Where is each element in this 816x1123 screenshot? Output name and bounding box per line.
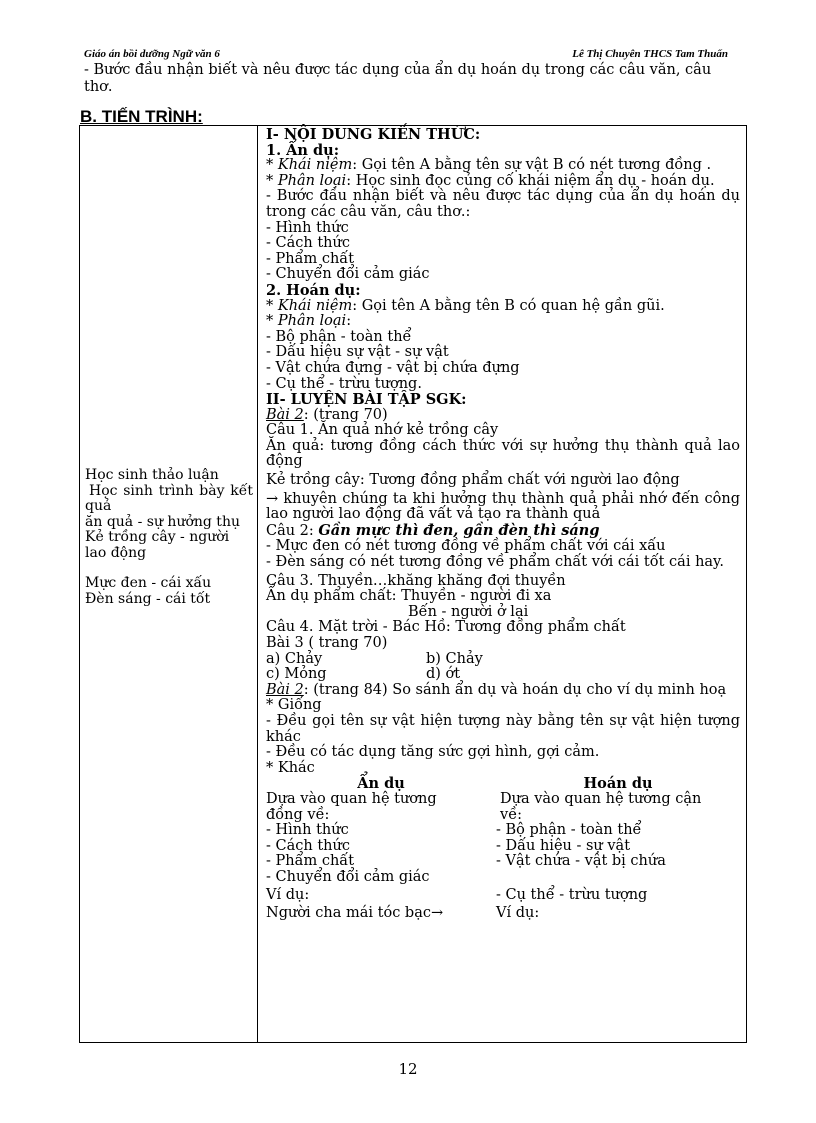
cau-4: Câu 4. Mặt trời - Bác Hồ: Tương đồng phẩm chất [266, 619, 626, 636]
hoan-du-type: - Dấu hiệu sự vật - sự vật [266, 344, 449, 361]
cau-1-c: → khuyên chúng ta khi hưởng thụ thành quả phải nhớ đến công lao người lao động đã vất vả tạo ra thành quả [266, 490, 740, 523]
cau-2 [266, 523, 740, 540]
cell: Dựa vào quan hệ tương đồng về: [266, 790, 437, 823]
bai-2 [266, 408, 740, 424]
answer: b) Chảy [426, 650, 483, 667]
label: * Khái niệm [266, 297, 353, 314]
an-du-khai-niem [266, 158, 740, 174]
cell: - Cụ thể - trừu tượng [496, 886, 648, 903]
compare-row [266, 870, 740, 886]
an-du-type: - Phẩm chất [266, 250, 355, 267]
cau-2-b: - Đèn sáng có nét tương đồng về phẩm chất với cái tốt cái hay. [266, 554, 724, 571]
an-du-buoc-dau: - Bước đầu nhận biết và nêu được tác dụng của ẩn dụ hoán dụ trong các câu văn, câu thơ.: [266, 188, 740, 220]
section-title: B. TIẾN TRÌNH: [80, 107, 203, 126]
cell: - Phẩm chất [266, 853, 355, 870]
activity-line: Học sinh thảo luận [85, 467, 219, 483]
answer: a) Chảy [266, 650, 323, 667]
compare-row [266, 823, 740, 839]
cau-3-b: Bến - người ở lại [408, 603, 529, 620]
column-divider [257, 125, 258, 1043]
hoan-du-type: - Vật chứa đựng - vật bị chứa đựng [266, 359, 520, 376]
hoan-du-khai-niem [266, 299, 740, 315]
label: * Phân loại [266, 172, 347, 189]
bai-3: Bài 3 ( trang 70) [266, 635, 388, 651]
khac: * Khác [266, 759, 315, 776]
header-hoan-du: Hoán dụ [583, 775, 653, 793]
cell: Ví dụ: [266, 886, 310, 903]
cell: - Chuyển đổi cảm giác [266, 868, 430, 885]
text: : Gọi tên A bằng tên sự vật B có nét tương đồng . [352, 157, 712, 174]
compare-row [266, 839, 740, 855]
text: : Gọi tên A bằng tên B có quan hệ gần gũi. [352, 297, 665, 314]
text: : (trang 84) So sánh ẩn dụ và hoán dụ cho ví dụ minh hoạ [303, 681, 727, 698]
content-column [266, 127, 740, 922]
label: Bài 2 [266, 406, 304, 423]
giong-a: - Đều gọi tên sự vật hiện tượng này bằng tên sự vật hiện tượng khác [266, 712, 740, 745]
hoan-du-type: - Cụ thể - trừu tượng. [266, 375, 422, 392]
cell: Ví dụ: [496, 905, 540, 922]
cau-1-a: Ăn quả: tương đồng cách thức với sự hưởng thụ thành quả lao động [266, 437, 740, 470]
compare-row [266, 792, 740, 823]
text: Gần mực thì đen, gần đèn thì sáng [318, 521, 600, 539]
giong-b: - Đều có tác dụng tăng sức gợi hình, gợi cảm. [266, 744, 600, 761]
cell [496, 870, 740, 886]
activity-line: Kẻ trồng cây - người lao động [85, 529, 230, 561]
label: Câu 2: [266, 522, 319, 539]
heading-kien-thuc: I- NỘI DUNG KIẾN THỨC: [266, 126, 481, 143]
cell: - Vật chứa - vật bị chứa [496, 853, 666, 870]
cell: Người cha mái tóc bạc→ [266, 905, 444, 922]
cell: - Bộ phận - toàn thể [496, 822, 642, 839]
activity-spacer [85, 561, 253, 576]
compare-row [266, 906, 740, 922]
compare-row [266, 854, 740, 870]
heading-an-du: 1. Ẩn dụ: [266, 141, 340, 159]
text: : (trang 70) [303, 406, 388, 423]
cau-3-a: Ẩn dụ phẩm chất: Thuyền - người đi xa [266, 588, 552, 605]
bai-3-row [266, 667, 740, 683]
cau-3: Câu 3. Thuyền…khăng khăng đợi thuyền [266, 572, 566, 589]
cau-1-b: Kẻ trồng cây: Tương đồng phẩm chất với người lao động [266, 472, 680, 489]
giong: * Giống [266, 697, 322, 714]
heading-luyen-tap: II- LUYỆN BÀI TẬP SGK: [266, 391, 467, 409]
cau-2-a: - Mực đen có nét tương đồng về phẩm chất với cái xấu [266, 538, 666, 555]
activity-line: ăn quả - sự hưởng thụ [85, 513, 240, 530]
label: * Khái niệm [266, 157, 353, 174]
header-right: Lê Thị Chuyên THCS Tam Thuấn [572, 48, 728, 60]
intro-text: - Bước đầu nhận biết và nêu được tác dụng của ẩn dụ hoán dụ trong các câu văn, câu thơ. [84, 62, 712, 95]
answer: d) ớt [426, 666, 461, 683]
heading-hoan-du: 2. Hoán dụ: [266, 281, 361, 299]
an-du-type: - Chuyển đổi cảm giác [266, 266, 430, 283]
header-left: Giáo án bồi dưỡng Ngữ văn 6 [84, 48, 220, 60]
header-an-du: Ẩn dụ [357, 775, 405, 793]
label: Bài 2 [266, 681, 304, 698]
cau-1: Câu 1. Ăn quả nhớ kẻ trồng cây [266, 422, 499, 439]
cell: - Hình thức [266, 822, 349, 839]
compare-header [266, 776, 740, 792]
text: : Học sinh đọc củng cố khái niệm ẩn dụ - hoán dụ. [346, 172, 715, 189]
activity-line: Học sinh trình bày kết quả [85, 482, 253, 514]
answer: c) Mỏng [266, 666, 327, 683]
label: * Phân loại [266, 313, 347, 330]
bai-3-row [266, 652, 740, 668]
an-du-type: - Cách thức [266, 235, 350, 252]
activity-line: Đèn sáng - cái tốt [85, 590, 211, 607]
cell: - Dấu hiệu - sự vật [496, 837, 631, 854]
bai-2-compare [266, 683, 740, 699]
activity-column [85, 468, 253, 607]
hoan-du-phan-loai [266, 314, 740, 330]
cell: - Cách thức [266, 837, 350, 854]
page-number: 12 [398, 1060, 418, 1078]
compare-row [266, 888, 740, 904]
text: : [346, 313, 352, 330]
activity-line: Mực đen - cái xấu [85, 575, 212, 591]
an-du-type: - Hình thức [266, 219, 349, 236]
hoan-du-type: - Bộ phận - toàn thể [266, 328, 412, 345]
cell: Dựa vào quan hệ tương cận về: [500, 790, 702, 823]
